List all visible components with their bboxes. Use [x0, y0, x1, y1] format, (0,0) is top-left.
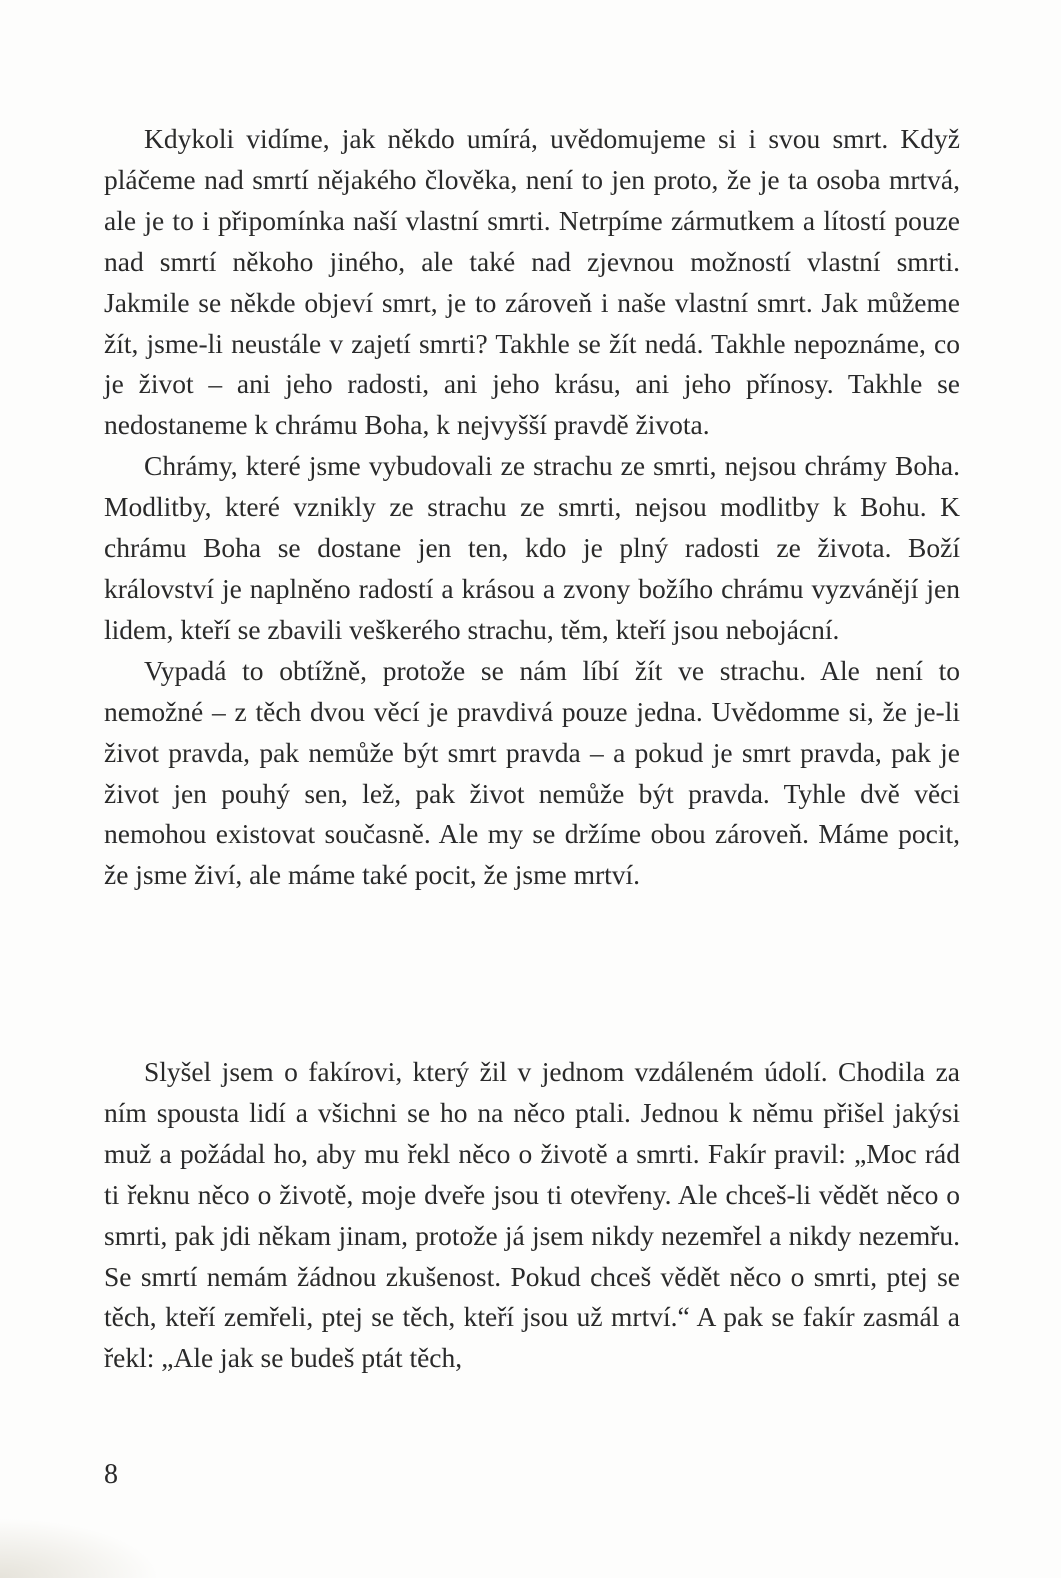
text-section-top [104, 119, 960, 896]
paragraph: Chrámy, které jsme vybudovali ze strachu ze smrti, nejsou chrámy Boha. Modlitby, které vznikly ze strachu ze smrti, nejsou modlitby k Bohu. K chrámu Boha se dostane jen ten, kdo je plný radosti ze života. Boží království je naplněno radostí a krásou a zvony božího chrámu vyzvánějí jen lidem, kteří se zbavili veškerého strachu, těm, kteří jsou nebojácní. [104, 450, 960, 645]
paragraph: Slyšel jsem o fakírovi, který žil v jednom vzdáleném údolí. Chodila za ním spousta lidí a všichni se ho na něco ptali. Jednou k němu přišel jakýsi muž a požádal ho, aby mu řekl něco o životě a smrti. Fakír pravil: „Moc rád ti řeknu něco o životě, moje dveře jsou ti otevřeny. Ale chceš-li vědět něco o smrti, pak jdi někam jinam, protože já jsem nikdy nezemřel a nikdy nezemřu. Se smrtí nemám žádnou zkušenost. Pokud chceš vědět něco o smrti, ptej se těch, kteří zemřeli, ptej se těch, kteří jsou už mrtví.“ A pak se fakír zasmál a řekl: „Ale jak se budeš ptát těch, [104, 1056, 960, 1374]
page-number: 8 [104, 1459, 118, 1490]
paragraph: Vypadá to obtížně, protože se nám líbí žít ve strachu. Ale není to nemožné – z těch dvou věcí je pravdivá pouze jedna. Uvědomme si, že je-li život pravda, pak nemůže být smrt pravda – a pokud je smrt pravda, pak je život jen pouhý sen, lež, pak život nemůže být pravda. Tyhle dvě věci nemohou existovat současně. Ale my se držíme obou zároveň. Máme pocit, že jsme živí, ale máme také pocit, že jsme mrtví. [104, 654, 960, 891]
paragraph: Kdykoli vidíme, jak někdo umírá, uvědomujeme si i svou smrt. Když pláčeme nad smrtí nějakého člověka, není to jen proto, že je ta osoba mrtvá, ale je to i připomínka naší vlastní smrti. Netrpíme zármutkem a lítostí pouze nad smrtí někoho jiného, ale také nad zjevnou možností vlastní smrti. Jakmile se někde objeví smrt, je to zároveň i naše vlastní smrt. Jak můžeme žít, jsme-li neustále v zajetí smrti? Takhle se žít nedá. Takhle nepoznáme, co je život – ani jeho radosti, ani jeho krásu, ani jeho přínosy. Takhle se nedostaneme k chrámu Boha, k nejvyšší pravdě života. [104, 123, 960, 441]
page-corner-shadow [0, 1518, 160, 1578]
text-section-bottom [104, 1052, 960, 1379]
